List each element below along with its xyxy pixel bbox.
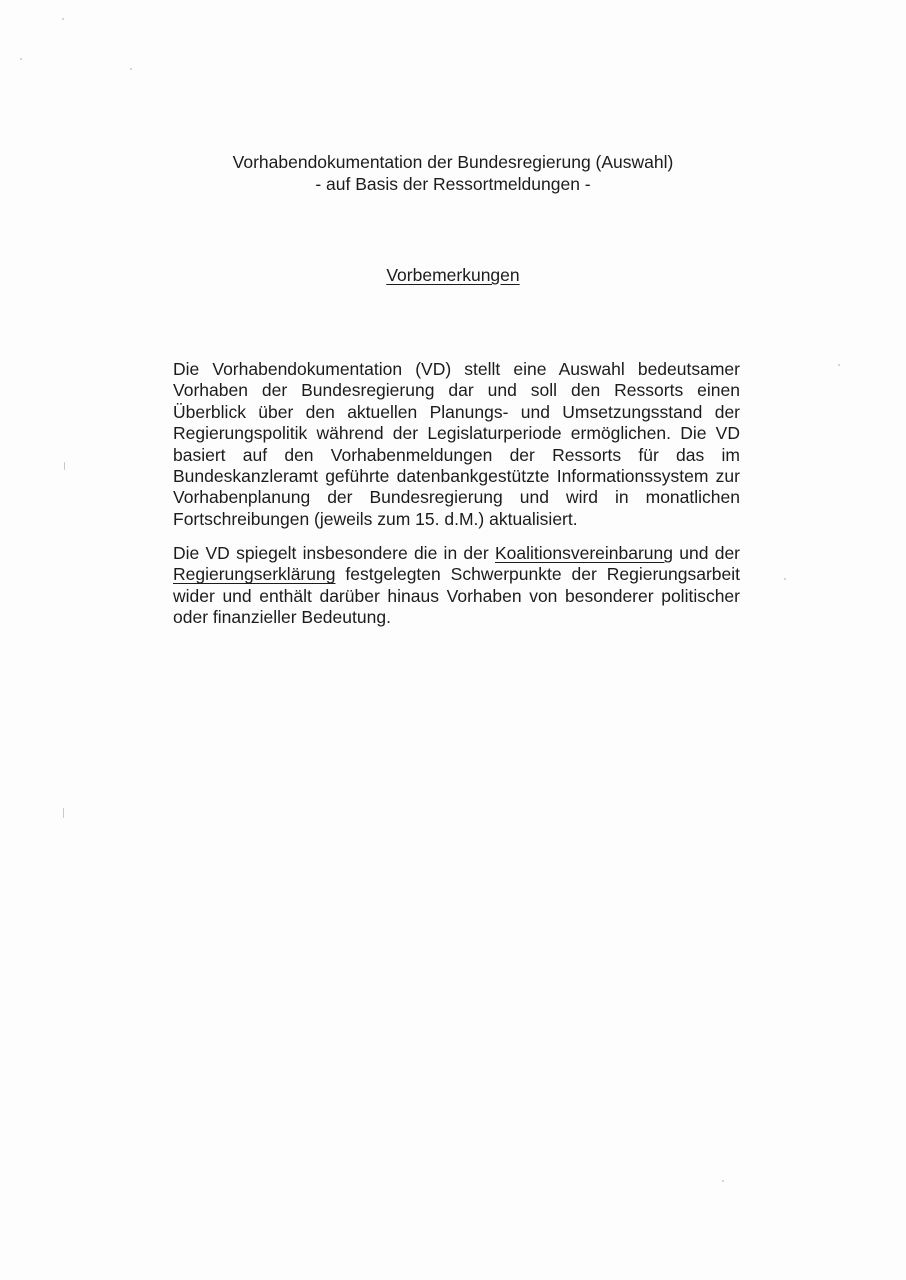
scan-speck — [62, 18, 64, 20]
scan-speck — [838, 364, 840, 366]
paragraph-text: Die VD spiegelt insbesondere die in der — [173, 543, 495, 563]
scan-speck — [784, 578, 786, 580]
section-heading: Vorbemerkungen — [386, 265, 520, 285]
scan-speck — [20, 58, 22, 60]
document-title: Vorhabendokumentation der Bundesregierung (Auswahl) — [232, 152, 674, 172]
document-subtitle: - auf Basis der Ressortmeldungen - — [315, 174, 591, 194]
coalition-agreement-reference: Koalitionsvereinbarung — [494, 543, 674, 563]
scan-speck — [63, 808, 64, 818]
paragraph-text: festgelegten Schwerpunkte der Regierungsarbeit wider und enthält darüber hinaus Vorhaben von besonderer politischer oder finanzieller Bedeutung. — [173, 564, 740, 628]
paragraph-priorities — [173, 543, 740, 629]
government-statement-reference: Regierungserklärung — [173, 564, 336, 585]
document-header — [150, 151, 756, 195]
scan-speck — [130, 68, 132, 70]
paragraph-text: und der — [673, 543, 741, 563]
paragraph-introduction: Die Vorhabendokumentation (VD) stellt eine Auswahl bedeutsamer Vorhaben der Bundesregierung dar und soll den Ressorts einen Überblick über den aktuellen Planungs- und Umsetzungsstand der Regierungspolitik während der Legislaturperiode ermöglichen. Die VD basiert auf den Vorhabenmeldungen der Ressorts für das im Bundeskanzleramt geführte datenbankgestützte Informationssystem zur Vorhabenplanung der Bundesregierung und wird in monatlichen Fortschreibungen (jeweils zum 15. d.M.) aktualisiert. — [173, 359, 740, 529]
scan-speck — [722, 1180, 724, 1182]
scan-speck — [64, 462, 65, 470]
